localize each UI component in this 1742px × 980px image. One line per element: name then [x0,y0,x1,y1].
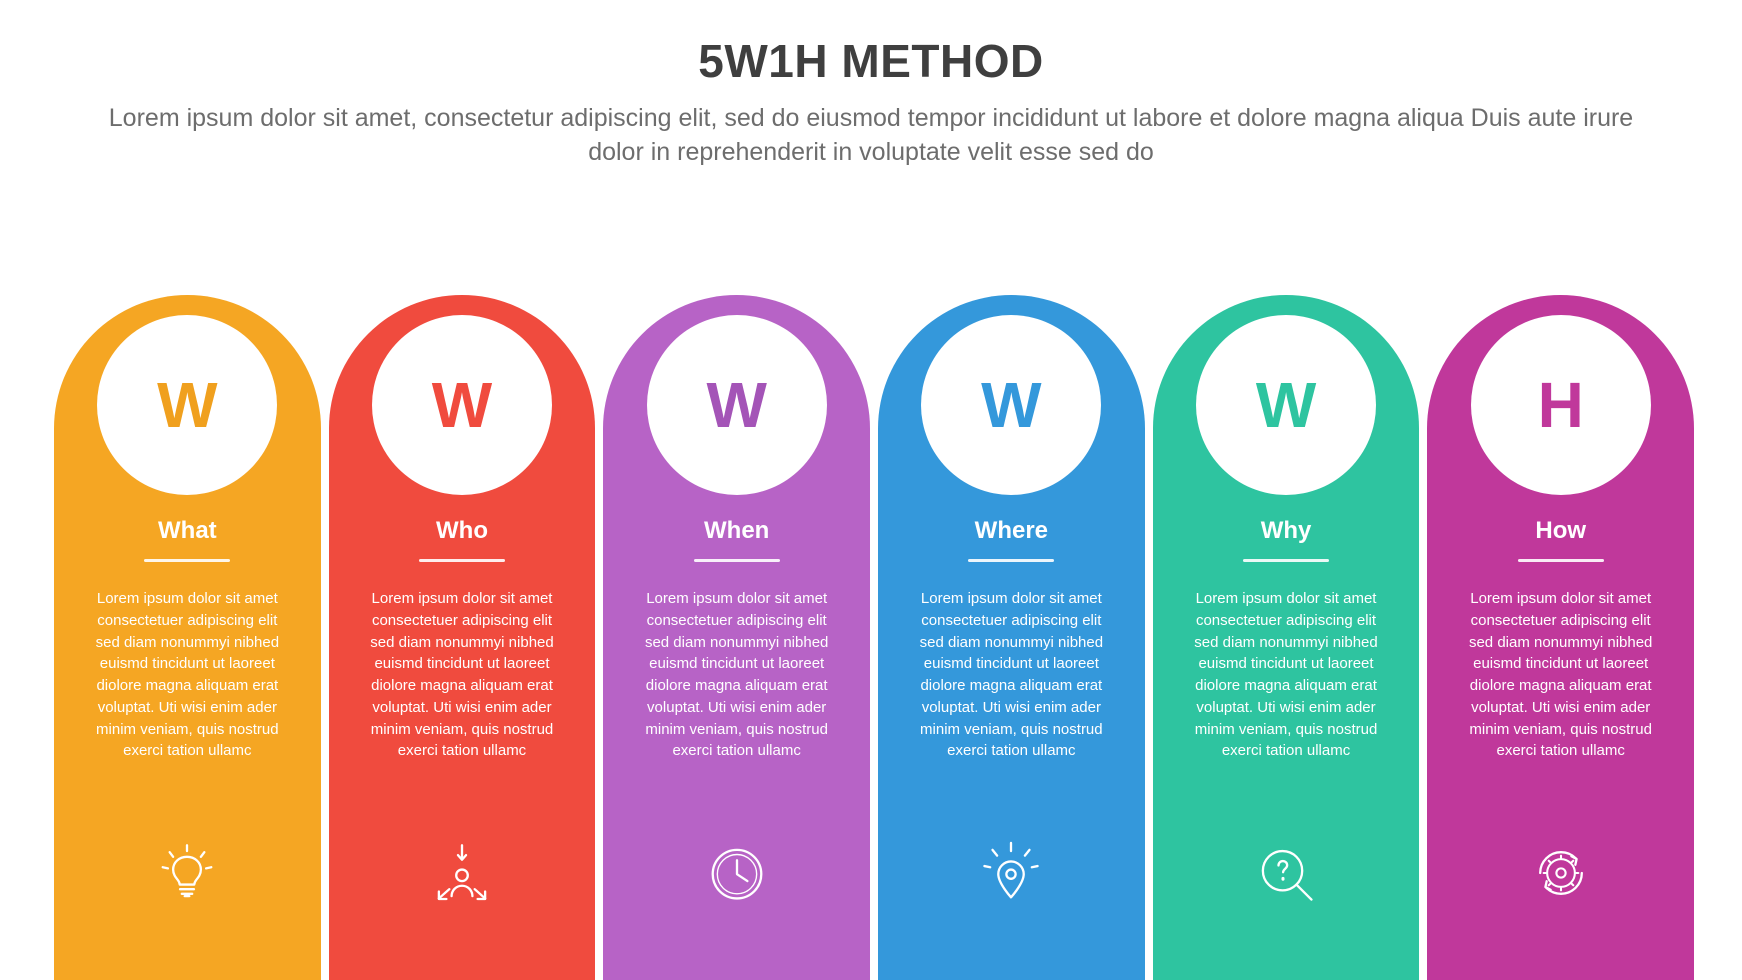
column-title-how: How [1535,517,1587,544]
circle-badge-where [921,315,1101,495]
column-description-why: Lorem ipsum dolor sit amet consectetuer adipiscing elit sed diam nonummyi nibhed euismd tincidunt ut laoreet diolore magna aliquam erat voluptat. Uti wisi enim ader minim veniam, quis nostrud exerci tation ullamc [1194,590,1378,760]
person-target-icon [417,828,507,918]
column-description-how: Lorem ipsum dolor sit amet consectetuer adipiscing elit sed diam nonummyi nibhed euismd tincidunt ut laoreet diolore magna aliquam erat voluptat. Uti wisi enim ader minim veniam, quis nostrud exerci tation ullamc [1468,590,1653,760]
column-title-what: What [158,517,217,544]
column-description-when: Lorem ipsum dolor sit amet consectetuer adipiscing elit sed diam nonummyi nibhed euismd tincidunt ut laoreet diolore magna aliquam erat voluptat. Uti wisi enim ader minim veniam, quis nostrud exerci tation ullamc [644,590,829,760]
column-what[interactable] [54,295,321,980]
column-title-when: When [704,517,770,544]
circle-letter-why: W [1255,369,1317,441]
column-how[interactable] [1427,295,1694,980]
columns-container [54,295,1694,980]
question-magnifier-icon [1241,828,1331,918]
column-description-where: Lorem ipsum dolor sit amet consectetuer adipiscing elit sed diam nonummyi nibhed euismd tincidunt ut laoreet diolore magna aliquam erat voluptat. Uti wisi enim ader minim veniam, quis nostrud exerci tation ullamc [919,590,1104,760]
column-why[interactable] [1153,295,1420,980]
clock-icon [692,828,782,918]
circle-letter-how: H [1537,369,1584,441]
column-when[interactable] [603,295,870,980]
circle-badge-why [1196,315,1376,495]
column-title-who: Who [436,517,488,544]
header [0,0,1742,170]
divider [419,559,505,562]
circle-badge-what [97,315,277,495]
column-title-where: Where [974,517,1049,544]
column-description-what: Lorem ipsum dolor sit amet consectetuer adipiscing elit sed diam nonummyi nibhed euismd tincidunt ut laoreet diolore magna aliquam erat voluptat. Uti wisi enim ader minim veniam, quis nostrud exerci tation ullamc [95,590,280,760]
page-subtitle: Lorem ipsum dolor sit amet, consectetur adipiscing elit, sed do eiusmod tempor incididunt ut labore et dolore magna aliqua Duis aute irure dolor in reprehenderit in voluptate velit esse sed do [108,104,1634,166]
divider [694,559,780,562]
circle-badge-who [372,315,552,495]
gear-refresh-icon [1516,828,1606,918]
divider [968,559,1054,562]
divider [1243,559,1329,562]
circle-letter-who: W [431,369,493,441]
column-where[interactable] [878,295,1145,980]
column-title-why: Why [1260,517,1312,544]
circle-letter-what: W [157,369,218,441]
divider [144,559,230,562]
column-who[interactable] [329,295,596,980]
location-pin-icon [966,828,1056,918]
page-title: 5W1H METHOD [698,35,1044,87]
lightbulb-icon [142,828,232,918]
circle-badge-how [1471,315,1651,495]
circle-badge-when [647,315,827,495]
column-description-who: Lorem ipsum dolor sit amet consectetuer adipiscing elit sed diam nonummyi nibhed euismd tincidunt ut laoreet diolore magna aliquam erat voluptat. Uti wisi enim ader minim veniam, quis nostrud exerci tation ullamc [370,590,554,760]
circle-letter-when: W [706,369,767,441]
divider [1518,559,1604,562]
circle-letter-where: W [981,369,1042,441]
